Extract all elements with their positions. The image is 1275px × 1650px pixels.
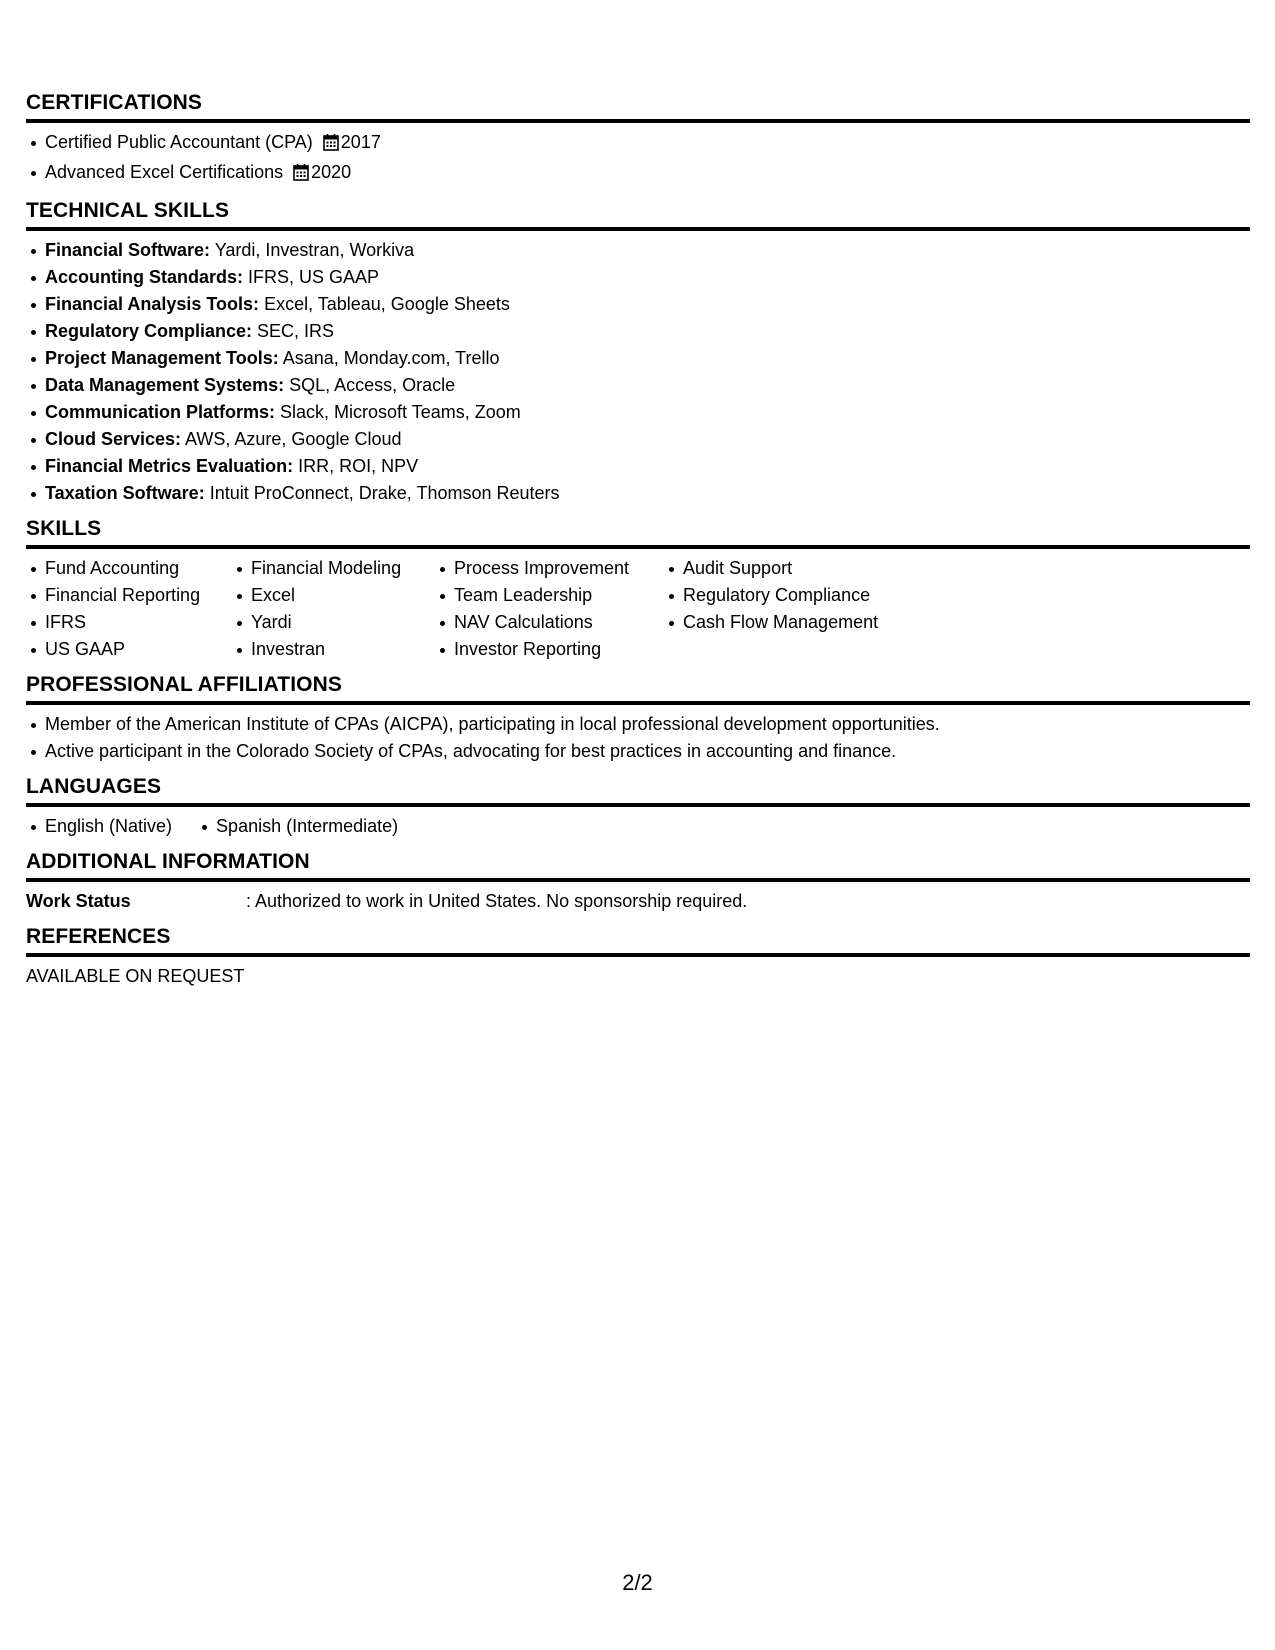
references-text: AVAILABLE ON REQUEST bbox=[26, 966, 245, 986]
skill-values: Slack, Microsoft Teams, Zoom bbox=[275, 402, 521, 422]
skill-item: Process Improvement bbox=[454, 555, 683, 582]
certification-year: 2020 bbox=[311, 162, 352, 182]
section-divider bbox=[26, 878, 1250, 882]
references-heading: REFERENCES bbox=[26, 925, 171, 948]
section-divider bbox=[26, 227, 1250, 231]
skill-category: Data Management Systems: bbox=[45, 375, 285, 395]
skill-values: Yardi, Investran, Workiva bbox=[210, 240, 415, 260]
section-divider bbox=[26, 803, 1250, 807]
section-divider bbox=[26, 119, 1250, 123]
skill-category: Communication Platforms: bbox=[45, 402, 276, 422]
certifications-heading: CERTIFICATIONS bbox=[26, 91, 203, 114]
skill-item: IFRS bbox=[45, 609, 251, 636]
skill-item: Financial Modeling bbox=[251, 555, 454, 582]
skill-category: Accounting Standards: bbox=[45, 267, 244, 287]
skills-column bbox=[683, 555, 943, 663]
section-divider bbox=[26, 953, 1250, 957]
skill-category: Cloud Services: bbox=[45, 429, 182, 449]
skill-item: Fund Accounting bbox=[45, 555, 251, 582]
certifications-section bbox=[26, 90, 1250, 189]
affiliation-item: Active participant in the Colorado Society of CPAs, advocating for best practices in accounting and finance. bbox=[45, 738, 1250, 765]
technical-skill-item bbox=[45, 237, 1250, 264]
skill-values: IFRS, US GAAP bbox=[243, 267, 380, 287]
references-section bbox=[26, 924, 1250, 990]
work-status-value: : Authorized to work in United States. No sponsorship required. bbox=[246, 891, 748, 911]
skill-item: Cash Flow Management bbox=[683, 609, 943, 636]
technical-skills-heading: TECHNICAL SKILLS bbox=[26, 199, 230, 222]
section-divider bbox=[26, 701, 1250, 705]
skill-values: AWS, Azure, Google Cloud bbox=[181, 429, 402, 449]
skill-values: SEC, IRS bbox=[252, 321, 335, 341]
language-item: Spanish (Intermediate) bbox=[216, 813, 398, 840]
skill-item: Financial Reporting bbox=[45, 582, 251, 609]
additional-information-heading: ADDITIONAL INFORMATION bbox=[26, 850, 310, 873]
languages-list bbox=[26, 813, 1250, 840]
technical-skill-item bbox=[45, 480, 1250, 507]
language-item: English (Native) bbox=[45, 813, 172, 840]
certifications-list bbox=[26, 129, 1250, 189]
work-status-row bbox=[26, 888, 1250, 915]
affiliations-section bbox=[26, 672, 1250, 765]
technical-skill-item bbox=[45, 291, 1250, 318]
skill-item: Regulatory Compliance bbox=[683, 582, 943, 609]
skill-item: Audit Support bbox=[683, 555, 943, 582]
skill-item: US GAAP bbox=[45, 636, 251, 663]
technical-skill-item bbox=[45, 345, 1250, 372]
section-divider bbox=[26, 545, 1250, 549]
skills-heading: SKILLS bbox=[26, 517, 102, 540]
certification-name: Certified Public Accountant (CPA) bbox=[45, 132, 313, 152]
certification-name: Advanced Excel Certifications bbox=[45, 162, 284, 182]
skills-column bbox=[454, 555, 683, 663]
technical-skill-item bbox=[45, 399, 1250, 426]
skill-item: Yardi bbox=[251, 609, 454, 636]
affiliation-item: Member of the American Institute of CPAs (AICPA), participating in local professional development opportunities. bbox=[45, 711, 1250, 738]
affiliations-list bbox=[26, 711, 1250, 765]
skill-category: Project Management Tools: bbox=[45, 348, 279, 368]
skill-category: Regulatory Compliance: bbox=[45, 321, 253, 341]
calendar-icon bbox=[293, 162, 309, 189]
technical-skill-item bbox=[45, 264, 1250, 291]
work-status-label: Work Status bbox=[26, 891, 131, 911]
skill-item: Excel bbox=[251, 582, 454, 609]
technical-skill-item bbox=[45, 453, 1250, 480]
skill-values: SQL, Access, Oracle bbox=[284, 375, 456, 395]
technical-skill-item bbox=[45, 318, 1250, 345]
skills-column bbox=[45, 555, 251, 663]
technical-skill-item bbox=[45, 426, 1250, 453]
skills-grid bbox=[26, 555, 1250, 663]
certification-year: 2017 bbox=[340, 132, 381, 152]
skill-values: Asana, Monday.com, Trello bbox=[278, 348, 500, 368]
languages-section bbox=[26, 774, 1250, 840]
skill-values: IRR, ROI, NPV bbox=[293, 456, 419, 476]
skill-category: Financial Software: bbox=[45, 240, 211, 260]
technical-skills-list bbox=[26, 237, 1250, 507]
affiliations-heading: PROFESSIONAL AFFILIATIONS bbox=[26, 673, 342, 696]
skill-category: Financial Analysis Tools: bbox=[45, 294, 260, 314]
skill-category: Financial Metrics Evaluation: bbox=[45, 456, 294, 476]
certification-item bbox=[45, 159, 1250, 189]
resume-page bbox=[26, 90, 1250, 990]
skill-item: NAV Calculations bbox=[454, 609, 683, 636]
technical-skills-section bbox=[26, 198, 1250, 507]
page-number: 2/2 bbox=[622, 1570, 653, 1595]
technical-skill-item bbox=[45, 372, 1250, 399]
skills-column bbox=[251, 555, 454, 663]
skill-category: Taxation Software: bbox=[45, 483, 205, 503]
certification-item bbox=[45, 129, 1250, 159]
skills-section bbox=[26, 516, 1250, 663]
calendar-icon bbox=[323, 132, 339, 159]
additional-information-section bbox=[26, 849, 1250, 915]
skill-values: Intuit ProConnect, Drake, Thomson Reuters bbox=[204, 483, 560, 503]
skill-values: Excel, Tableau, Google Sheets bbox=[259, 294, 510, 314]
skill-item: Investor Reporting bbox=[454, 636, 683, 663]
skill-item: Investran bbox=[251, 636, 454, 663]
skill-item: Team Leadership bbox=[454, 582, 683, 609]
languages-heading: LANGUAGES bbox=[26, 775, 162, 798]
